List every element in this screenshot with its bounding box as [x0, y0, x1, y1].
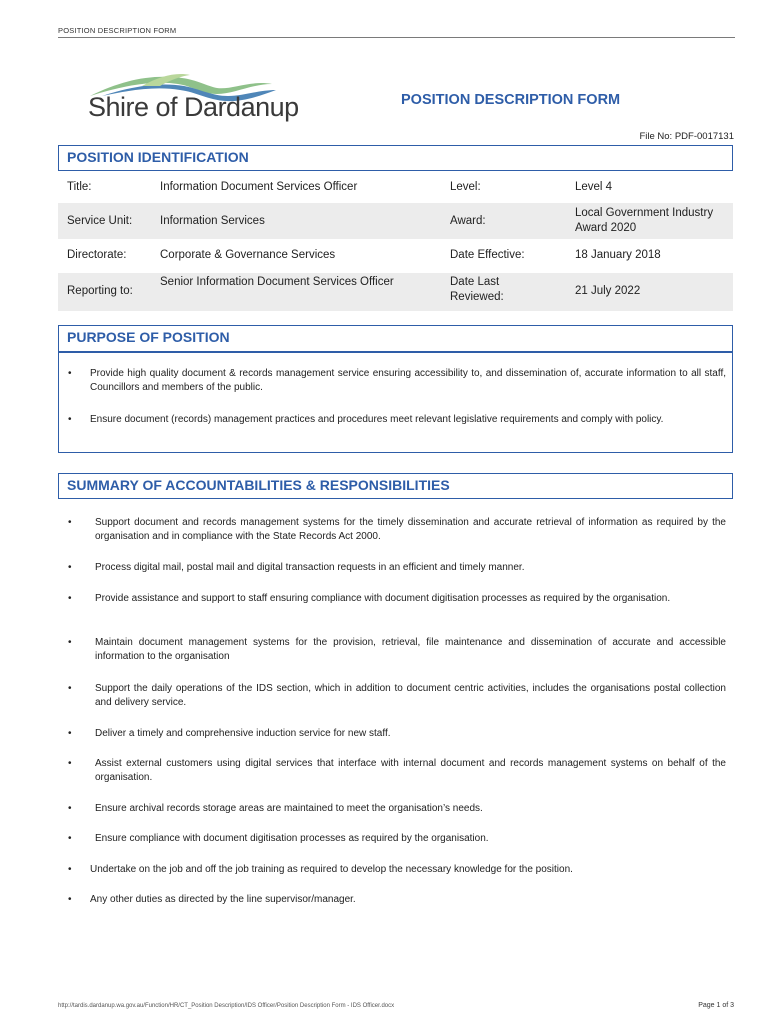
value-directorate: Corporate & Governance Services: [160, 249, 336, 261]
value-level: Level 4: [575, 181, 613, 193]
label-award: Award:: [450, 215, 486, 227]
label-level: Level:: [450, 181, 481, 193]
bullet-icon: •: [68, 562, 72, 573]
purpose-item: Ensure document (records) management practices and procedures meet relevant legislative requirements and comply with policy.: [90, 414, 664, 425]
label-date-effective: Date Effective:: [450, 249, 525, 261]
value-service-unit: Information Services: [160, 215, 265, 227]
summary-item: Ensure compliance with document digitisation processes as required by the organisation.: [95, 833, 489, 844]
purpose-item: Provide high quality document & records management service ensuring accessibility to, and dissemination of, accurate information to all staff, Councillors and members of the public.: [90, 368, 726, 393]
value-reporting-to: Senior Information Document Services Officer: [160, 276, 394, 288]
footer-file-path: http://tardis.dardanup.wa.gov.au/Function/HR/CT_Position Description/IDS Officer/Position Description Form - IDS Officer.docx: [58, 1003, 395, 1009]
summary-item: Assist external customers using digital services that interface with internal document and records management systems on behalf of the organisation.: [95, 758, 726, 783]
bullet-icon: •: [68, 414, 72, 425]
summary-item: Maintain document management systems for the provision, retrieval, file maintenance and dissemination of accurate and accessible information to the organisation: [95, 637, 726, 662]
bullet-icon: •: [68, 593, 72, 604]
summary-item: Ensure archival records storage areas are maintained to meet the organisation’s needs.: [95, 803, 483, 814]
value-award: Local Government Industry Award 2020: [575, 207, 714, 234]
table-row: [58, 273, 733, 311]
bullet-icon: •: [68, 833, 72, 844]
value-date-effective: 18 January 2018: [575, 249, 661, 261]
bullet-icon: •: [68, 517, 72, 528]
section-heading: PURPOSE OF POSITION: [67, 329, 230, 345]
summary-section-header: [58, 473, 733, 499]
value-date-last-reviewed: 21 July 2022: [575, 285, 641, 297]
position-identification-header: [58, 145, 733, 171]
section-divider: [59, 351, 732, 353]
bullet-icon: •: [68, 803, 72, 814]
summary-item: Support document and records management systems for the timely dissemination and accurate retrieval of information as required by the organisation and in compliance with the State Records Act 2000.: [95, 517, 726, 542]
value-title: Information Document Services Officer: [160, 181, 358, 193]
label-service-unit: Service Unit:: [67, 215, 133, 227]
section-heading: SUMMARY OF ACCOUNTABILITIES & RESPONSIBILITIES: [67, 477, 450, 493]
bullet-icon: •: [68, 683, 72, 694]
label-directorate: Directorate:: [67, 249, 127, 261]
label-title: Title:: [67, 181, 92, 193]
table-row: [58, 203, 733, 239]
form-title: POSITION DESCRIPTION FORM: [401, 92, 621, 108]
bullet-icon: •: [68, 864, 72, 875]
summary-item: Undertake on the job and off the job training as required to develop the necessary knowledge for the position.: [90, 864, 573, 875]
file-number: File No: PDF-0017131: [639, 131, 734, 142]
bullet-icon: •: [68, 728, 72, 739]
footer-page-number: Page 1 of 3: [698, 1002, 734, 1009]
bullet-icon: •: [68, 637, 72, 648]
summary-item: Any other duties as directed by the line supervisor/manager.: [90, 894, 356, 905]
running-header: POSITION DESCRIPTION FORM: [58, 26, 177, 35]
label-reporting-to: Reporting to:: [67, 285, 133, 297]
table-row: [58, 239, 733, 273]
summary-item: Process digital mail, postal mail and digital transaction requests in an efficient and timely manner.: [95, 562, 525, 573]
summary-item: Deliver a timely and comprehensive induction service for new staff.: [95, 728, 391, 739]
table-row: [58, 171, 733, 203]
summary-item: Provide assistance and support to staff ensuring compliance with document digitisation processes as required by the organisation.: [95, 593, 671, 604]
bullet-icon: •: [68, 368, 72, 379]
section-heading: POSITION IDENTIFICATION: [67, 149, 249, 165]
bullet-icon: •: [68, 758, 72, 769]
bullet-icon: •: [68, 894, 72, 905]
summary-item: Support the daily operations of the IDS section, which in addition to document centric activities, includes the organisations postal collection and delivery service.: [95, 683, 726, 708]
logo-text: Shire of Dardanup: [88, 92, 299, 122]
header-rule: [58, 37, 735, 38]
label-date-last-reviewed: Date Last Reviewed:: [450, 276, 504, 303]
